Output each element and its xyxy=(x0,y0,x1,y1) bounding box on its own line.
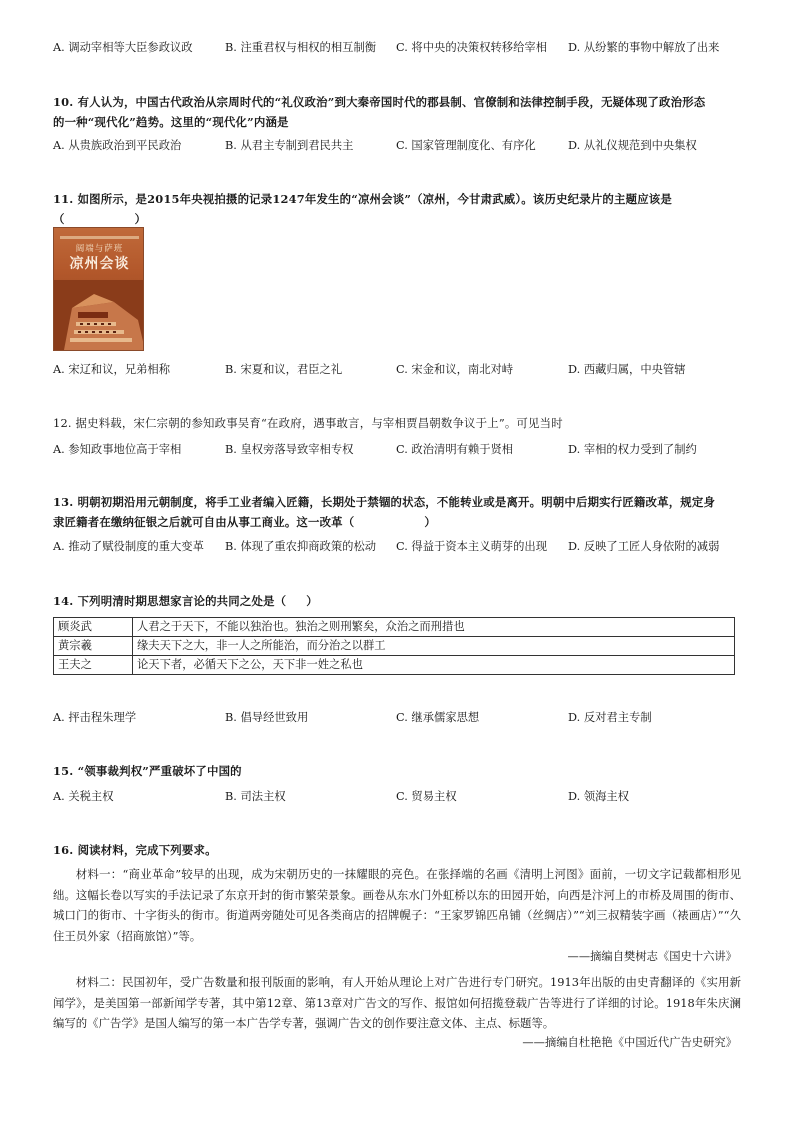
q14-option-a[interactable]: A. 抨击程朱理学 xyxy=(53,711,137,724)
q14-option-c[interactable]: C. 继承儒家思想 xyxy=(396,711,480,724)
material-one-source: ——摘编自樊树志《国史十六讲》 xyxy=(567,950,737,963)
q14-option-b[interactable]: B. 倡导经世致用 xyxy=(225,711,309,724)
q14-line1: 14. 下列明清时期思想家言论的共同之处是（ ） xyxy=(53,594,318,608)
q10-options xyxy=(53,137,753,153)
q10-line1: 10. 有人认为，中国古代政治从宗周时代的“礼仪政治”到大秦帝国时代的郡县制、官僚制和法律控制手段，无疑体现了政治形态 xyxy=(53,95,706,109)
q11-option-a[interactable]: A. 宋辽和议，兄弟相称 xyxy=(53,363,171,376)
q10-option-b[interactable]: B. 从君主专制到君民共主 xyxy=(225,139,354,152)
thinker-name: 王夫之 xyxy=(54,656,133,675)
q13-line1: 13. 明朝初期沿用元朝制度，将手工业者编入匠籍，长期处于禁锢的状态，不能转业或是离开。明朝中后期实行匠籍改革，规定身 xyxy=(53,495,716,509)
q15-option-b[interactable]: B. 司法主权 xyxy=(225,790,286,803)
q14-stem xyxy=(53,591,743,611)
table-row xyxy=(54,637,735,656)
q16-line1: 16. 阅读材料，完成下列要求。 xyxy=(53,843,217,857)
thinker-name: 顾炎武 xyxy=(54,618,133,637)
q9-option-b[interactable]: B. 注重君权与相权的相互制衡 xyxy=(225,41,377,54)
q13-option-b[interactable]: B. 体现了重农抑商政策的松动 xyxy=(225,540,377,553)
q13-line2: 隶匠籍者在缴纳征银之后就可自由从事工商业。这一改革（ ） xyxy=(53,515,436,529)
q13-stem xyxy=(53,492,743,532)
q16-stem xyxy=(53,840,743,860)
q13-options xyxy=(53,538,753,554)
documentary-cover-image xyxy=(53,227,144,351)
q15-stem xyxy=(53,761,743,781)
cover-title: 凉州会谈 xyxy=(69,256,130,272)
q15-option-c[interactable]: C. 贸易主权 xyxy=(396,790,457,803)
q11-option-d[interactable]: D. 西藏归属，中央管辖 xyxy=(568,363,686,376)
cover-decoration xyxy=(60,236,139,239)
q15-option-a[interactable]: A. 关税主权 xyxy=(53,790,114,803)
q11-option-b[interactable]: B. 宋夏和议，君臣之礼 xyxy=(225,363,343,376)
q11-stem xyxy=(53,189,743,229)
q14-option-d[interactable]: D. 反对君主专制 xyxy=(568,711,652,724)
q11-option-c[interactable]: C. 宋金和议，南北对峙 xyxy=(396,363,514,376)
q9-option-d[interactable]: D. 从纷繁的事物中解放了出来 xyxy=(568,41,720,54)
material-one: 材料一：“商业革命”较早的出现，成为宋朝历史的一抹耀眼的亮色。在张择端的名画《清明上河图》面前，一切文字记载都相形见绌。这幅长卷以写实的手法记录了东京开封的街市繁荣景象。画卷从东水门外虹桥以东的田园开始，向西是汴河上的市桥及周围的街市、城口门的街市、十字街头的街市。街道两旁随处可见各类商店的招牌幌子：“王家罗锦匹帛铺（丝绸店）”“刘三叔精装字画（裱画店）”“久住王员外家（招商旅馆）”等。 xyxy=(53,867,741,943)
q12-option-d[interactable]: D. 宰相的权力受到了制约 xyxy=(568,443,697,456)
table-row xyxy=(54,656,735,675)
q11-line1: 11. 如图所示，是2015年央视拍摄的记录1247年发生的“凉州会谈”（凉州，今甘肃武威）。该历史纪录片的主题应该是 xyxy=(53,192,672,206)
q13-option-c[interactable]: C. 得益于资本主义萌芽的出现 xyxy=(396,540,547,553)
q14-options xyxy=(53,709,753,725)
q11-answer-blank: （ ） xyxy=(53,212,147,226)
table-row xyxy=(54,618,735,637)
q10-option-c[interactable]: C. 国家管理制度化、有序化 xyxy=(396,139,536,152)
q10-line2: 的一种“现代化”趋势。这里的“现代化”内涵是 xyxy=(53,115,289,129)
q9-options xyxy=(53,39,753,55)
thinker-quote: 人君之于天下，不能以独治也。独治之则刑繁矣，众治之而刑措也 xyxy=(133,618,735,637)
q13-option-d[interactable]: D. 反映了工匠人身依附的减弱 xyxy=(568,540,720,553)
q12-options xyxy=(53,441,753,457)
potala-palace-illustration xyxy=(54,280,144,350)
thinker-quote: 论天下者，必循天下之公，天下非一姓之私也 xyxy=(133,656,735,675)
q10-option-d[interactable]: D. 从礼仪规范到中央集权 xyxy=(568,139,697,152)
material-two-source: ——摘编自杜艳艳《中国近代广告史研究》 xyxy=(522,1036,737,1049)
q15-option-d[interactable]: D. 领海主权 xyxy=(568,790,630,803)
material-two: 材料二：民国初年，受广告数量和报刊版面的影响，有人开始从理论上对广告进行专门研究。1913年出版的由史青翻译的《实用新闻学》，是美国第一部新闻学专著，其中第12章、第13章对广告文的写作、报馆如何招揽登载广告等进行了详细的讨论。1918年朱庆澜编写的《广告学》是国人编写的第一本广告学专著，强调广告文的创作要注意文体、主点、标题等。 xyxy=(53,975,741,1030)
q10-option-a[interactable]: A. 从贵族政治到平民政治 xyxy=(53,139,182,152)
q12-option-a[interactable]: A. 参知政事地位高于宰相 xyxy=(53,443,182,456)
q9-option-c[interactable]: C. 将中央的决策权转移给宰相 xyxy=(396,41,547,54)
q12-option-c[interactable]: C. 政治清明有赖于贤相 xyxy=(396,443,514,456)
cover-subtitle: 阔端与萨班 xyxy=(75,244,124,254)
q12-option-b[interactable]: B. 皇权旁落导致宰相专权 xyxy=(225,443,354,456)
q12-line1: 12. 据史料载，宋仁宗朝的参知政事吴育“在政府，遇事敢言，与宰相贾昌朝数争议于上”。可见当时 xyxy=(53,416,563,430)
q11-options xyxy=(53,361,753,377)
thinker-name: 黄宗羲 xyxy=(54,637,133,656)
q15-line1: 15. “领事裁判权”严重破坏了中国的 xyxy=(53,764,242,778)
q15-options xyxy=(53,788,753,804)
q12-stem xyxy=(53,413,743,433)
thinker-quote: 缘夫天下之大，非一人之所能治，而分治之以群工 xyxy=(133,637,735,656)
thinkers-quotes-table xyxy=(53,617,735,675)
q9-option-a[interactable]: A. 调动宰相等大臣参政议政 xyxy=(53,41,193,54)
q13-option-a[interactable]: A. 推动了赋役制度的重大变革 xyxy=(53,540,204,553)
q10-stem xyxy=(53,92,743,132)
